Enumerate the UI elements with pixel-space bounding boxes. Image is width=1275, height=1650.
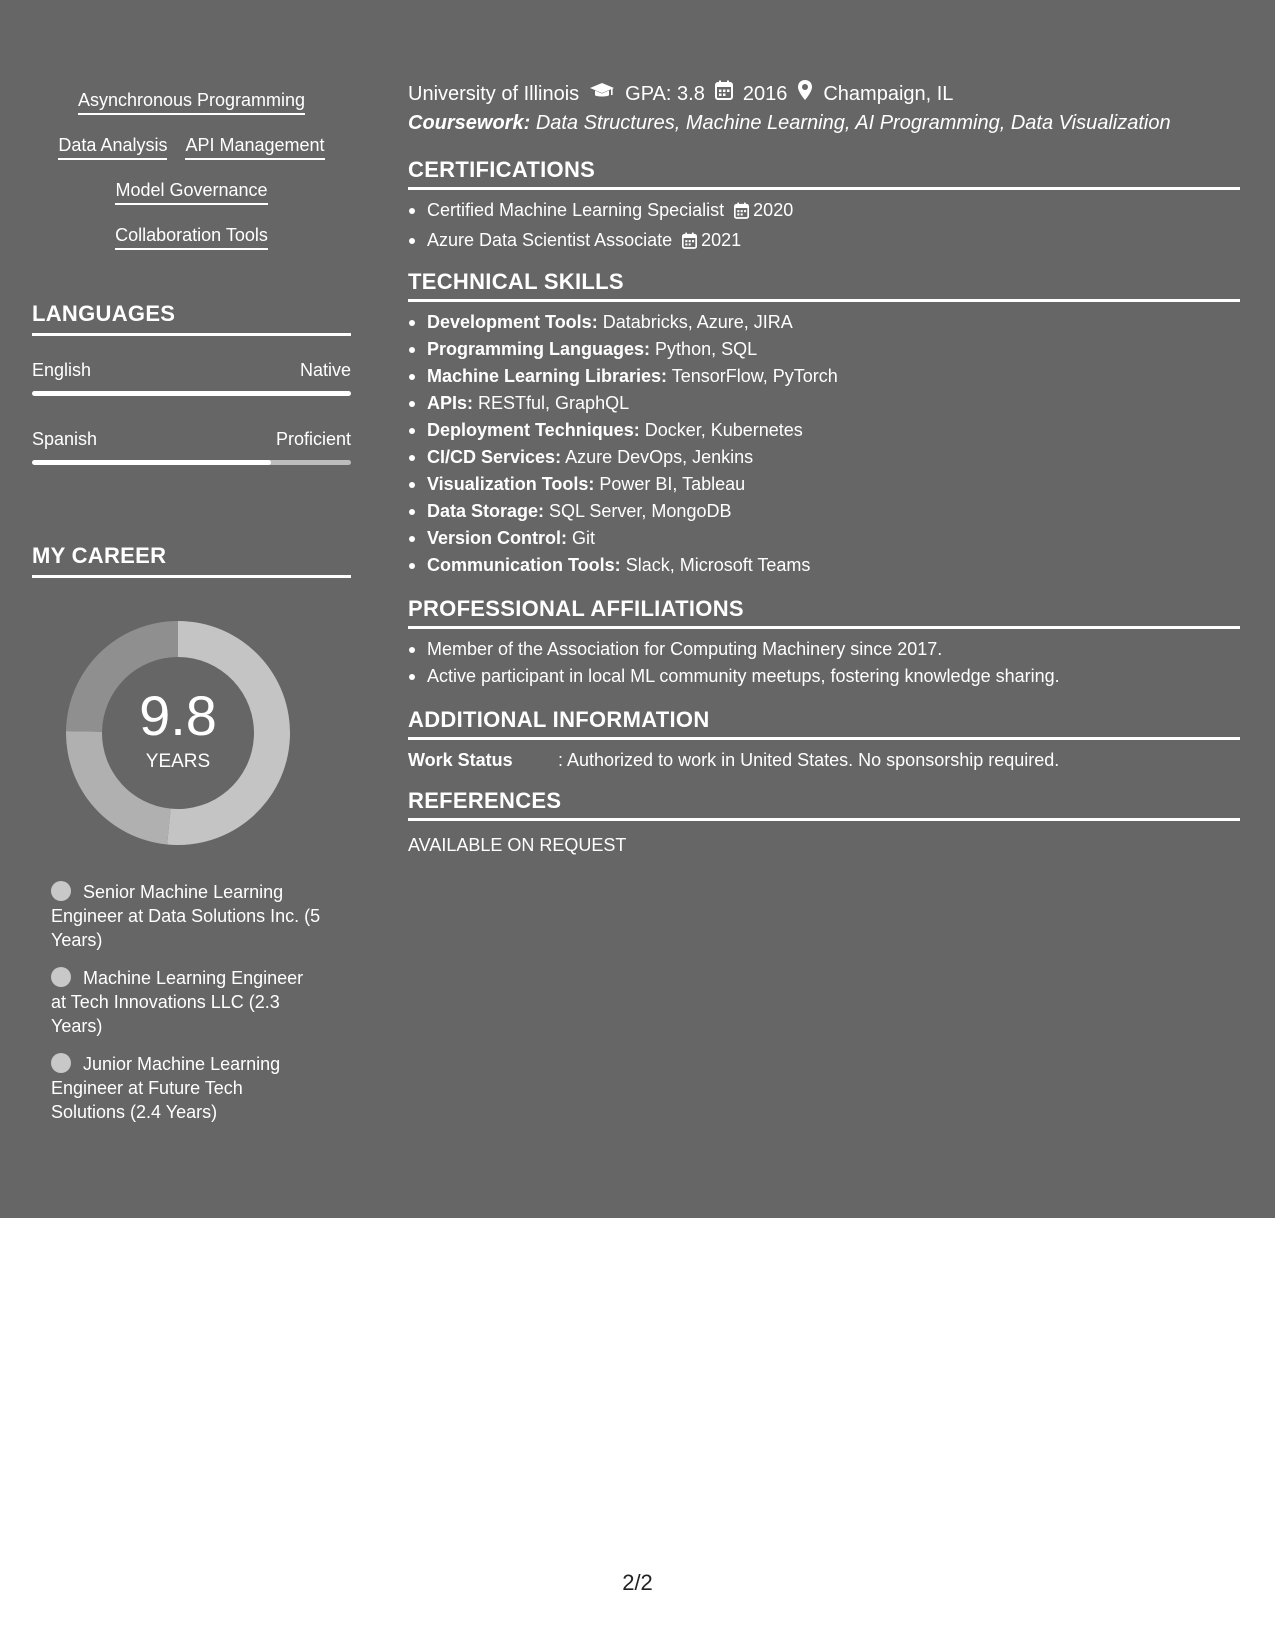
- skill-tag-row: [32, 179, 351, 205]
- skill-tag: Data Analysis: [58, 134, 167, 160]
- skill-category-value: RESTful, GraphQL: [478, 393, 630, 413]
- affiliations-heading: PROFESSIONAL AFFILIATIONS: [408, 596, 1240, 629]
- technical-skill-item: [408, 336, 1240, 363]
- calendar-icon: [734, 200, 749, 227]
- language-level: Native: [299, 360, 351, 380]
- language-level: Proficient: [275, 429, 351, 449]
- skill-category-label: Version Control:: [427, 528, 568, 548]
- calendar-icon: [682, 230, 697, 257]
- additional-info-heading: ADDITIONAL INFORMATION: [408, 707, 1240, 740]
- career-item-text: Machine Learning Engineer at Tech Innovations LLC (2.3 Years): [51, 968, 304, 1036]
- skill-category-value: SQL Server, MongoDB: [549, 501, 732, 521]
- technical-skill-item: [408, 525, 1240, 552]
- certification-name: Azure Data Scientist Associate: [427, 230, 673, 250]
- language-bar: [32, 391, 351, 396]
- work-status: [408, 749, 1059, 771]
- affiliations-list: [408, 636, 1240, 690]
- skill-category-label: Machine Learning Libraries:: [427, 366, 668, 386]
- school-name: University of Illinois: [408, 82, 580, 105]
- certification-year: 2020: [753, 200, 794, 220]
- skill-category-value: Power BI, Tableau: [599, 474, 746, 494]
- language-name: English: [32, 360, 92, 380]
- career-item: [51, 1052, 321, 1124]
- work-status-value: : Authorized to work in United States. No sponsorship required.: [558, 750, 1060, 770]
- skill-category-label: Programming Languages:: [427, 339, 651, 359]
- skill-category-value: Databricks, Azure, JIRA: [602, 312, 793, 332]
- skill-tag: API Management: [185, 134, 324, 160]
- certification-year: 2021: [701, 230, 742, 250]
- page-number: 2/2: [622, 1570, 653, 1595]
- technical-skill-item: [408, 390, 1240, 417]
- languages-heading: LANGUAGES: [32, 301, 351, 336]
- career-item-text: Junior Machine Learning Engineer at Future Tech Solutions (2.4 Years): [51, 1054, 281, 1122]
- career-item: [51, 880, 321, 952]
- skill-category-label: CI/CD Services:: [427, 447, 562, 467]
- graduation-cap-icon: [589, 81, 615, 107]
- gpa: GPA: 3.8: [625, 82, 705, 105]
- technical-skills-heading: TECHNICAL SKILLS: [408, 269, 1240, 302]
- graduation-year: 2016: [742, 82, 788, 105]
- career-total-unit: YEARS: [145, 751, 211, 772]
- skill-category-value: Slack, Microsoft Teams: [625, 555, 811, 575]
- school-location: Champaign, IL: [823, 82, 954, 105]
- skill-category-label: APIs:: [427, 393, 474, 413]
- skill-category-value: Azure DevOps, Jenkins: [565, 447, 754, 467]
- technical-skill-item: [408, 363, 1240, 390]
- language-bar-fill: [32, 391, 351, 396]
- references-text: AVAILABLE ON REQUEST: [408, 835, 627, 855]
- skill-category-label: Development Tools:: [427, 312, 598, 332]
- technical-skill-item: [408, 417, 1240, 444]
- certification-item: [408, 227, 1240, 257]
- language-name: Spanish: [32, 429, 98, 449]
- map-pin-icon: [797, 79, 813, 108]
- technical-skill-item: [408, 498, 1240, 525]
- career-donut-segment: [66, 731, 171, 844]
- work-status-label: Work Status: [408, 750, 513, 770]
- coursework-label: Coursework:: [408, 112, 531, 134]
- skill-category-label: Data Storage:: [427, 501, 545, 521]
- affiliation-item: Member of the Association for Computing Machinery since 2017.: [408, 636, 1240, 663]
- career-donut-chart: [66, 621, 290, 845]
- affiliation-item: Active participant in local ML community meetups, fostering knowledge sharing.: [408, 663, 1240, 690]
- career-dot-icon: [51, 1053, 71, 1073]
- skill-tag: Model Governance: [115, 179, 267, 205]
- career-total-value: 9.8: [139, 684, 217, 747]
- education-line: [408, 79, 953, 108]
- technical-skills-list: [408, 309, 1240, 579]
- language-item: [32, 359, 351, 396]
- certification-item: [408, 197, 1240, 227]
- skill-category-label: Deployment Techniques:: [427, 420, 640, 440]
- skill-tag-row: [32, 224, 351, 250]
- skill-category-label: Visualization Tools:: [427, 474, 595, 494]
- technical-skill-item: [408, 552, 1240, 579]
- skill-category-value: Git: [572, 528, 596, 548]
- technical-skill-item: [408, 309, 1240, 336]
- skill-category-value: Python, SQL: [655, 339, 758, 359]
- career-item: [51, 966, 321, 1038]
- career-dot-icon: [51, 967, 71, 987]
- skill-tag: Collaboration Tools: [115, 224, 268, 250]
- career-item-text: Senior Machine Learning Engineer at Data Solutions Inc. (5 Years): [51, 882, 321, 950]
- skill-tag-row: [32, 134, 351, 160]
- language-bar: [32, 460, 351, 465]
- skill-category-label: Communication Tools:: [427, 555, 621, 575]
- language-item: [32, 428, 351, 465]
- skill-tag: Asynchronous Programming: [78, 89, 305, 115]
- technical-skill-item: [408, 444, 1240, 471]
- technical-skill-item: [408, 471, 1240, 498]
- career-dot-icon: [51, 881, 71, 901]
- skill-category-value: TensorFlow, PyTorch: [671, 366, 838, 386]
- certification-name: Certified Machine Learning Specialist: [427, 200, 725, 220]
- coursework-value: Data Structures, Machine Learning, AI Programming, Data Visualization: [535, 112, 1171, 134]
- calendar-icon: [715, 80, 733, 107]
- coursework-line: [408, 110, 1171, 136]
- skill-tag-row: [32, 89, 351, 115]
- skill-category-value: Docker, Kubernetes: [644, 420, 803, 440]
- certifications-heading: CERTIFICATIONS: [408, 157, 1240, 190]
- language-bar-fill: [32, 460, 271, 465]
- career-heading: MY CAREER: [32, 543, 351, 578]
- certifications-list: [408, 197, 1240, 257]
- references-heading: REFERENCES: [408, 788, 1240, 821]
